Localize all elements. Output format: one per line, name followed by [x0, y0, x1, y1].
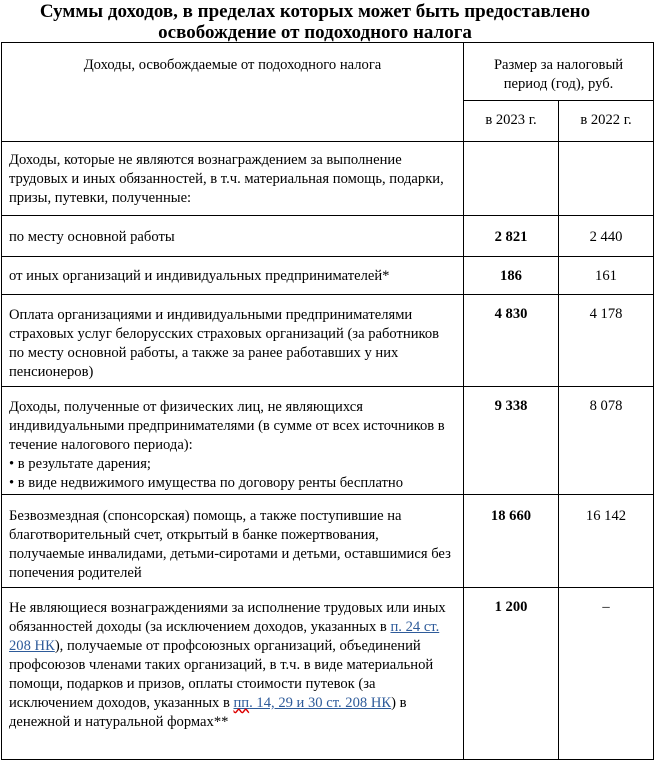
table-row — [2, 295, 654, 387]
title-line-1: Суммы доходов, в пределах которых может быть предоставлено — [39, 1, 591, 22]
value-2022: 8 078 — [559, 387, 654, 495]
header-size: Размер за налоговый период (год), руб. — [464, 43, 654, 101]
value-2023: 1 200 — [464, 588, 559, 760]
table-row — [2, 216, 654, 257]
header-2023: в 2023 г. — [464, 101, 559, 142]
header-2022: в 2022 г. — [559, 101, 654, 142]
table-row — [2, 142, 654, 216]
link-nk-208-24[interactable]: п. 24 ст. 208 НК — [9, 619, 440, 654]
link-part: . 14, 29 и 30 ст. 208 НК — [249, 695, 392, 711]
row-text: по месту основной работы — [2, 216, 464, 257]
value-2023: 2 821 — [464, 216, 559, 257]
value-2023: 18 660 — [464, 495, 559, 588]
value-2022: 2 440 — [559, 216, 654, 257]
value-2022: 16 142 — [559, 495, 654, 588]
page-title — [0, 0, 630, 43]
table-row — [2, 387, 654, 495]
value-2023: 186 — [464, 257, 559, 295]
table-row — [2, 257, 654, 295]
title-line-2: освобождение от подоходного налога — [158, 22, 472, 43]
link-part: пп — [233, 695, 250, 711]
row-text: Доходы, которые не являются вознаграждением за выполнение трудовых и иных обязанностей, в т.ч. материальная помощь, подарки, призы, путевки, полученные: — [2, 142, 464, 216]
table-row — [2, 495, 654, 588]
value-2022: – — [559, 588, 654, 760]
row-text-main: Доходы, полученные от физических лиц, не являющихся индивидуальными предпринимателями (в сумме от всех источников в течение налогового периода): — [9, 399, 445, 453]
value-2022: 4 178 — [559, 295, 654, 387]
row-text-part: ) в денежной и натуральной формах** — [9, 695, 407, 730]
row-text-part: Не являющиеся вознаграждениями за исполнение трудовых или иных обязанностей доходы (за исключением доходов, указанных в — [9, 600, 446, 635]
header-row — [2, 43, 654, 101]
bullet-gift: • в результате дарения; — [9, 456, 151, 472]
value-2023: 9 338 — [464, 387, 559, 495]
income-table — [1, 42, 654, 760]
value-2023: 4 830 — [464, 295, 559, 387]
link-nk-208-14-29-30[interactable] — [234, 695, 392, 711]
row-text: Безвозмездная (спонсорская) помощь, а также поступившие на благотворительный счет, открытый в банке пожертвования, получаемые инвалидами, детьми-сиротами и детьми, оставшимися без попечения родителей — [2, 495, 464, 588]
header-income: Доходы, освобождаемые от подоходного налога — [2, 43, 464, 142]
value-2023 — [464, 142, 559, 216]
row-text: Оплата организациями и индивидуальными предпринимателями страховых услуг белорусских страховых организаций (за работников по месту основной работы, а также за ранее работавших у них пенсионеров) — [2, 295, 464, 387]
table-row — [2, 588, 654, 760]
row-text — [2, 387, 464, 495]
bullet-rent: • в виде недвижимого имущества по договору ренты бесплатно — [9, 475, 404, 491]
row-text — [2, 588, 464, 760]
row-text: от иных организаций и индивидуальных предпринимателей* — [2, 257, 464, 295]
value-2022: 161 — [559, 257, 654, 295]
value-2022 — [559, 142, 654, 216]
row-text-part: ), получаемые от профсоюзных организаций, объединений профсоюзов членами таких организаций, в т.ч. в виде материальной помощи, подарков и призов, оплаты стоимости путевок (за исключением доходов, указанных в — [9, 638, 434, 711]
